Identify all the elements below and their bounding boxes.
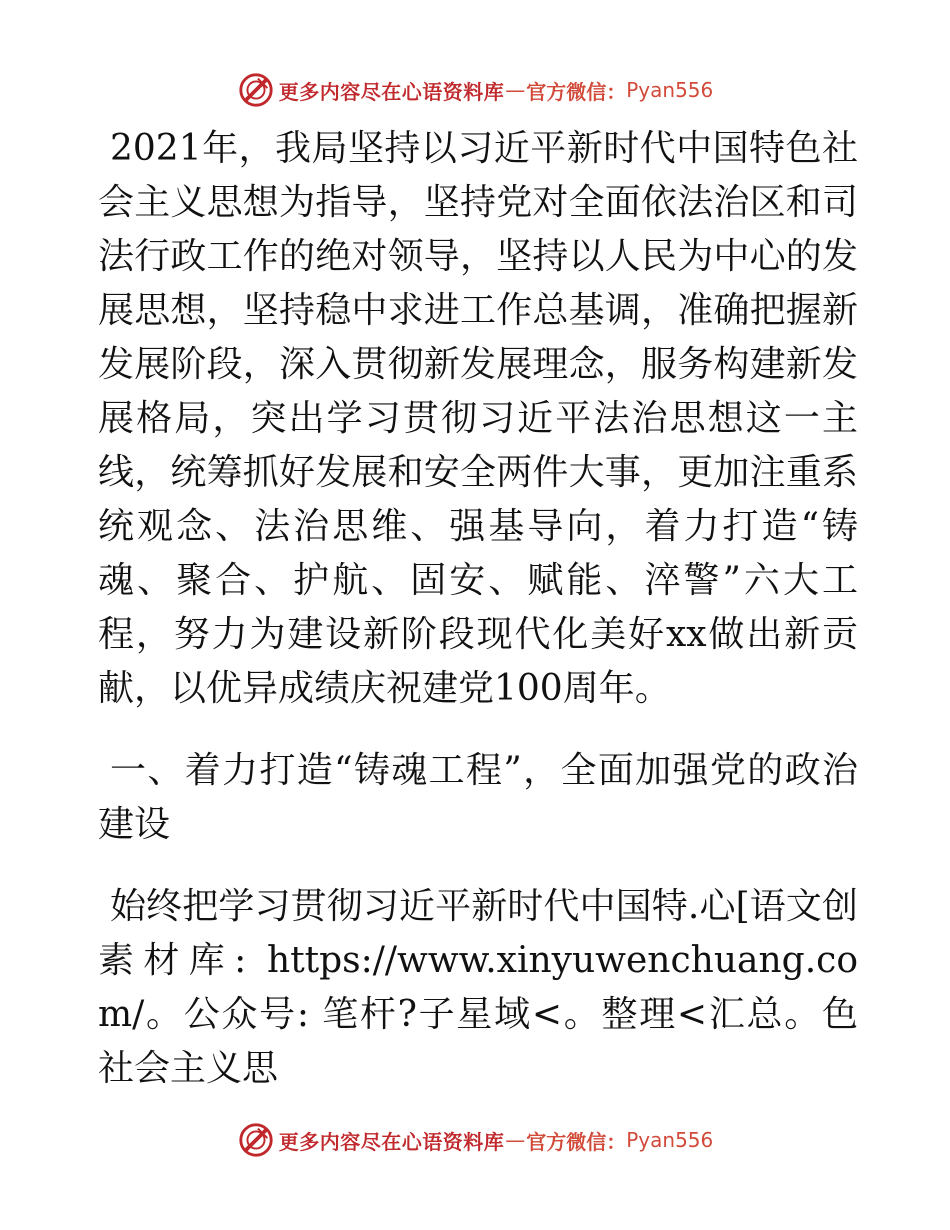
footer-brand-text: 更多内容尽在心语资料库 <box>278 1129 505 1154</box>
header-banner <box>0 68 950 112</box>
header-brand-text: 更多内容尽在心语资料库 <box>278 79 505 104</box>
stamp-logo-icon <box>237 71 275 109</box>
stamp-logo-icon <box>237 1121 275 1159</box>
body-paragraph-2: 始终把学习贯彻习近平新时代中国特.心[语文创素材库: https://www.xinyuwenchuang.com/。公众号: 笔杆?子星域<。整理<汇总。色社会主义思 <box>98 886 858 1089</box>
body-paragraph-1: 2021年，我局坚持以习近平新时代中国特色社会主义思想为指导，坚持党对全面依法治区和司法行政工作的绝对领导，坚持以人民为中心的发展思想，坚持稳中求进工作总基调，准确把握新发展阶段，深入贯彻新发展理念，服务构建新发展格局，突出学习贯彻习近平法治思想这一主线，统筹抓好发展和安全两件大事，更加注重系统观念、法治思维、强基导向，着力打造“铸魂、聚合、护航、固安、赋能、淬警”六大工程，努力为建设新阶段现代化美好xx做出新贡献，以优异成绩庆祝建党100周年。 <box>98 128 858 709</box>
header-wechat-label: 官方微信： <box>526 79 627 104</box>
header-wechat-id: Pyan556 <box>626 78 714 102</box>
header-separator: — <box>505 78 526 102</box>
section-heading-1: 一、着力打造“铸魂工程”，全面加强党的政治建设 <box>98 750 858 845</box>
footer-wechat-label: 官方微信： <box>526 1129 627 1154</box>
document-body <box>98 122 858 1096</box>
footer-wechat-id: Pyan556 <box>626 1128 714 1152</box>
footer-banner <box>0 1118 950 1162</box>
footer-separator: — <box>505 1128 526 1152</box>
